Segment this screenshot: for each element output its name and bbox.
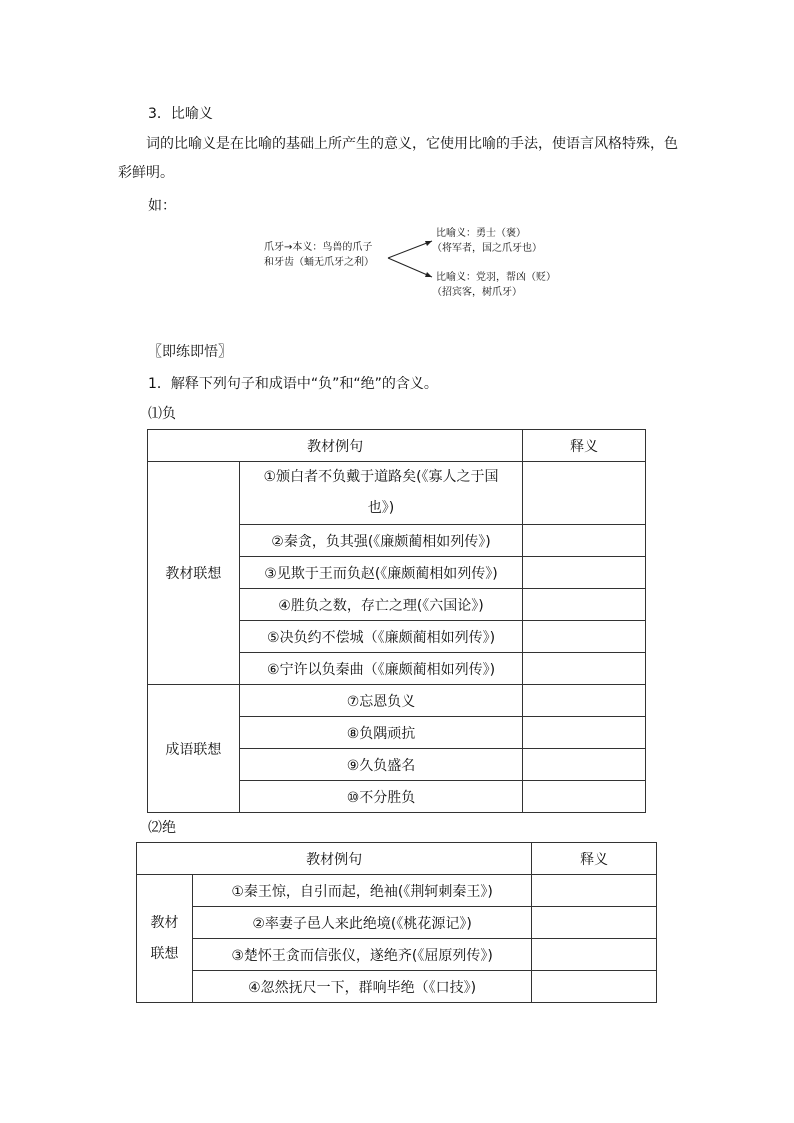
table2-caption: ⑵绝: [148, 820, 176, 836]
diagram-lower-line1: 比喻义：党羽，帮凶（贬）: [436, 272, 556, 283]
meaning-cell[interactable]: [523, 685, 646, 717]
example-label: 如：: [148, 198, 176, 214]
meaning-cell[interactable]: [523, 557, 646, 589]
meaning-cell[interactable]: [523, 462, 646, 525]
table1: [147, 429, 646, 813]
section-heading: 3．比喻义: [148, 106, 213, 122]
table1-row: ①颁白者不负戴于道路矣(《寡人之于国也》): [239, 462, 522, 525]
diagram-upper-line1: 比喻义：勇士（褒）: [436, 228, 526, 239]
meaning-cell[interactable]: [532, 907, 657, 939]
table2: [136, 842, 657, 1003]
table2-group-label: 教材联想: [137, 875, 193, 1003]
table1-row: ⑩不分胜负: [239, 781, 522, 813]
meaning-cell[interactable]: [523, 589, 646, 621]
table2-header-example: 教材例句: [137, 843, 532, 875]
meaning-cell[interactable]: [532, 939, 657, 971]
diagram-upper-line2: （将军者，国之爪牙也）: [432, 243, 542, 254]
table2-row: ①秦王惊，自引而起，绝袖(《荆轲刺秦王》): [192, 875, 531, 907]
table2-row: ②率妻子邑人来此绝境(《桃花源记》): [192, 907, 531, 939]
table1-row: ⑧负隅顽抗: [239, 717, 522, 749]
table1-row: ⑨久负盛名: [239, 749, 522, 781]
meaning-cell[interactable]: [523, 717, 646, 749]
practice-question: 1．解释下列句子和成语中“负”和“绝”的含义。: [148, 376, 438, 392]
table2-header-meaning: 释义: [532, 843, 657, 875]
diagram-left-line2: 和牙齿（蛹无爪牙之利）: [264, 257, 374, 268]
meaning-cell[interactable]: [532, 971, 657, 1003]
table2-row: ④忽然抚尺一下，群响毕绝（《口技》): [192, 971, 531, 1003]
meaning-cell[interactable]: [532, 875, 657, 907]
diagram-left-line1: 爪牙→本义：鸟兽的爪子: [264, 242, 373, 253]
table1-header-meaning: 释义: [523, 430, 646, 462]
meaning-cell[interactable]: [523, 525, 646, 557]
meaning-cell[interactable]: [523, 781, 646, 813]
table1-group1-label: 教材联想: [148, 462, 240, 685]
table1-row: ⑦忘恩负义: [239, 685, 522, 717]
table1-header-example: 教材例句: [148, 430, 523, 462]
meaning-cell[interactable]: [523, 749, 646, 781]
table2-row: ③楚怀王贪而信张仪，遂绝齐(《屈原列传》): [192, 939, 531, 971]
meaning-cell[interactable]: [523, 621, 646, 653]
table1-row: ⑤决负约不偿城（《廉颇蔺相如列传》): [239, 621, 522, 653]
table1-row: ⑥宁许以负秦曲（《廉颇蔺相如列传》): [239, 653, 522, 685]
table1-row: ③见欺于王而负赵(《廉颇蔺相如列传》): [239, 557, 522, 589]
diagram-lower-line2: （招宾客，树爪牙）: [432, 287, 522, 298]
table1-row: ②秦贪，负其强(《廉颇蔺相如列传》): [239, 525, 522, 557]
branch-arrows-icon: [380, 236, 440, 284]
section-paragraph: 词的比喻义是在比喻的基础上所产生的意义，它使用比喻的手法，使语言风格特殊，色彩鲜明。: [118, 136, 678, 181]
meaning-cell[interactable]: [523, 653, 646, 685]
table1-caption: ⑴负: [148, 406, 176, 422]
practice-heading: 〖即练即悟〗: [148, 344, 232, 360]
table1-row: ④胜负之数，存亡之理(《六国论》): [239, 589, 522, 621]
table1-group2-label: 成语联想: [148, 685, 240, 813]
